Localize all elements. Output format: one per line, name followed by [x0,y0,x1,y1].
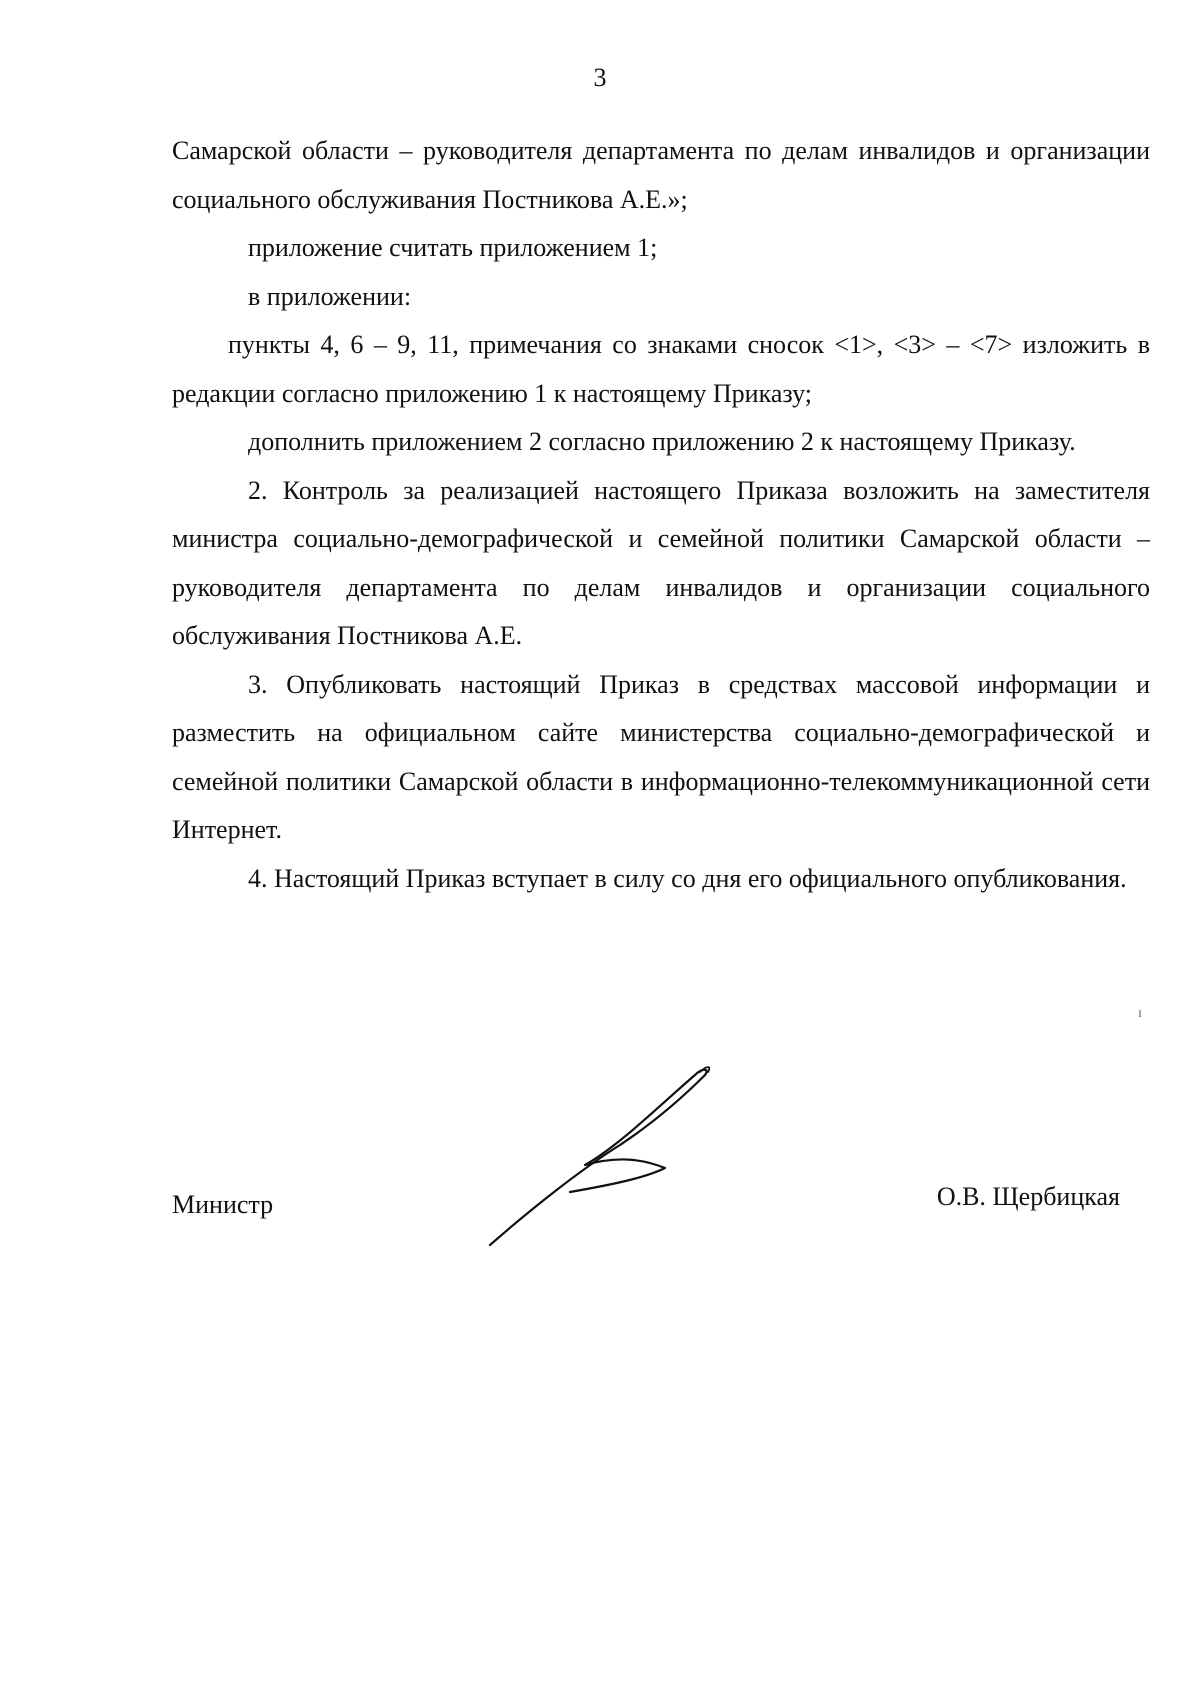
paragraph-effective: 4. Настоящий Приказ вступает в силу со дня его официального опубликования. [248,863,1127,893]
page-number: 3 [593,63,607,92]
paragraph-control: 2. Контроль за реализацией настоящего Приказа возложить на заместителя министра социально-демографической и семейной политики Самарской области – руководителя департамента по делам инвалидов и организации социального обслуживания Постникова А.Е. [172,475,1150,650]
paragraph-items-amend: пункты 4, 6 – 9, 11, примечания со знаками сносок <1>, <3> – <7> изложить в редакции согласно приложению 1 к настоящему Приказу; [172,330,1150,408]
document-body [172,127,1150,903]
signatory-name: О.В. Щербицкая [936,1182,1120,1211]
handwritten-signature [470,1060,770,1260]
paragraph-continuation: Самарской области – руководителя департамента по делам инвалидов и организации социального обслуживания Постникова А.Е.»; [172,136,1150,214]
paragraph-add-appendix: дополнить приложением 2 согласно приложению 2 к настоящему Приказу. [248,427,1076,456]
paragraph-appendix-rename: приложение считать приложением 1; [248,233,658,262]
paragraph-in-appendix: в приложении: [248,281,412,311]
paragraph-publish: 3. Опубликовать настоящий Приказ в средствах массовой информации и разместить на официальном сайте министерства социально-демографической и семейной политики Самарской области в информационно-телекоммуникационной сети Интернет. [172,669,1150,844]
signatory-title: Министр [172,1190,274,1219]
signature-block [0,1040,1200,1260]
scan-speck: ɪ [1138,1006,1142,1021]
